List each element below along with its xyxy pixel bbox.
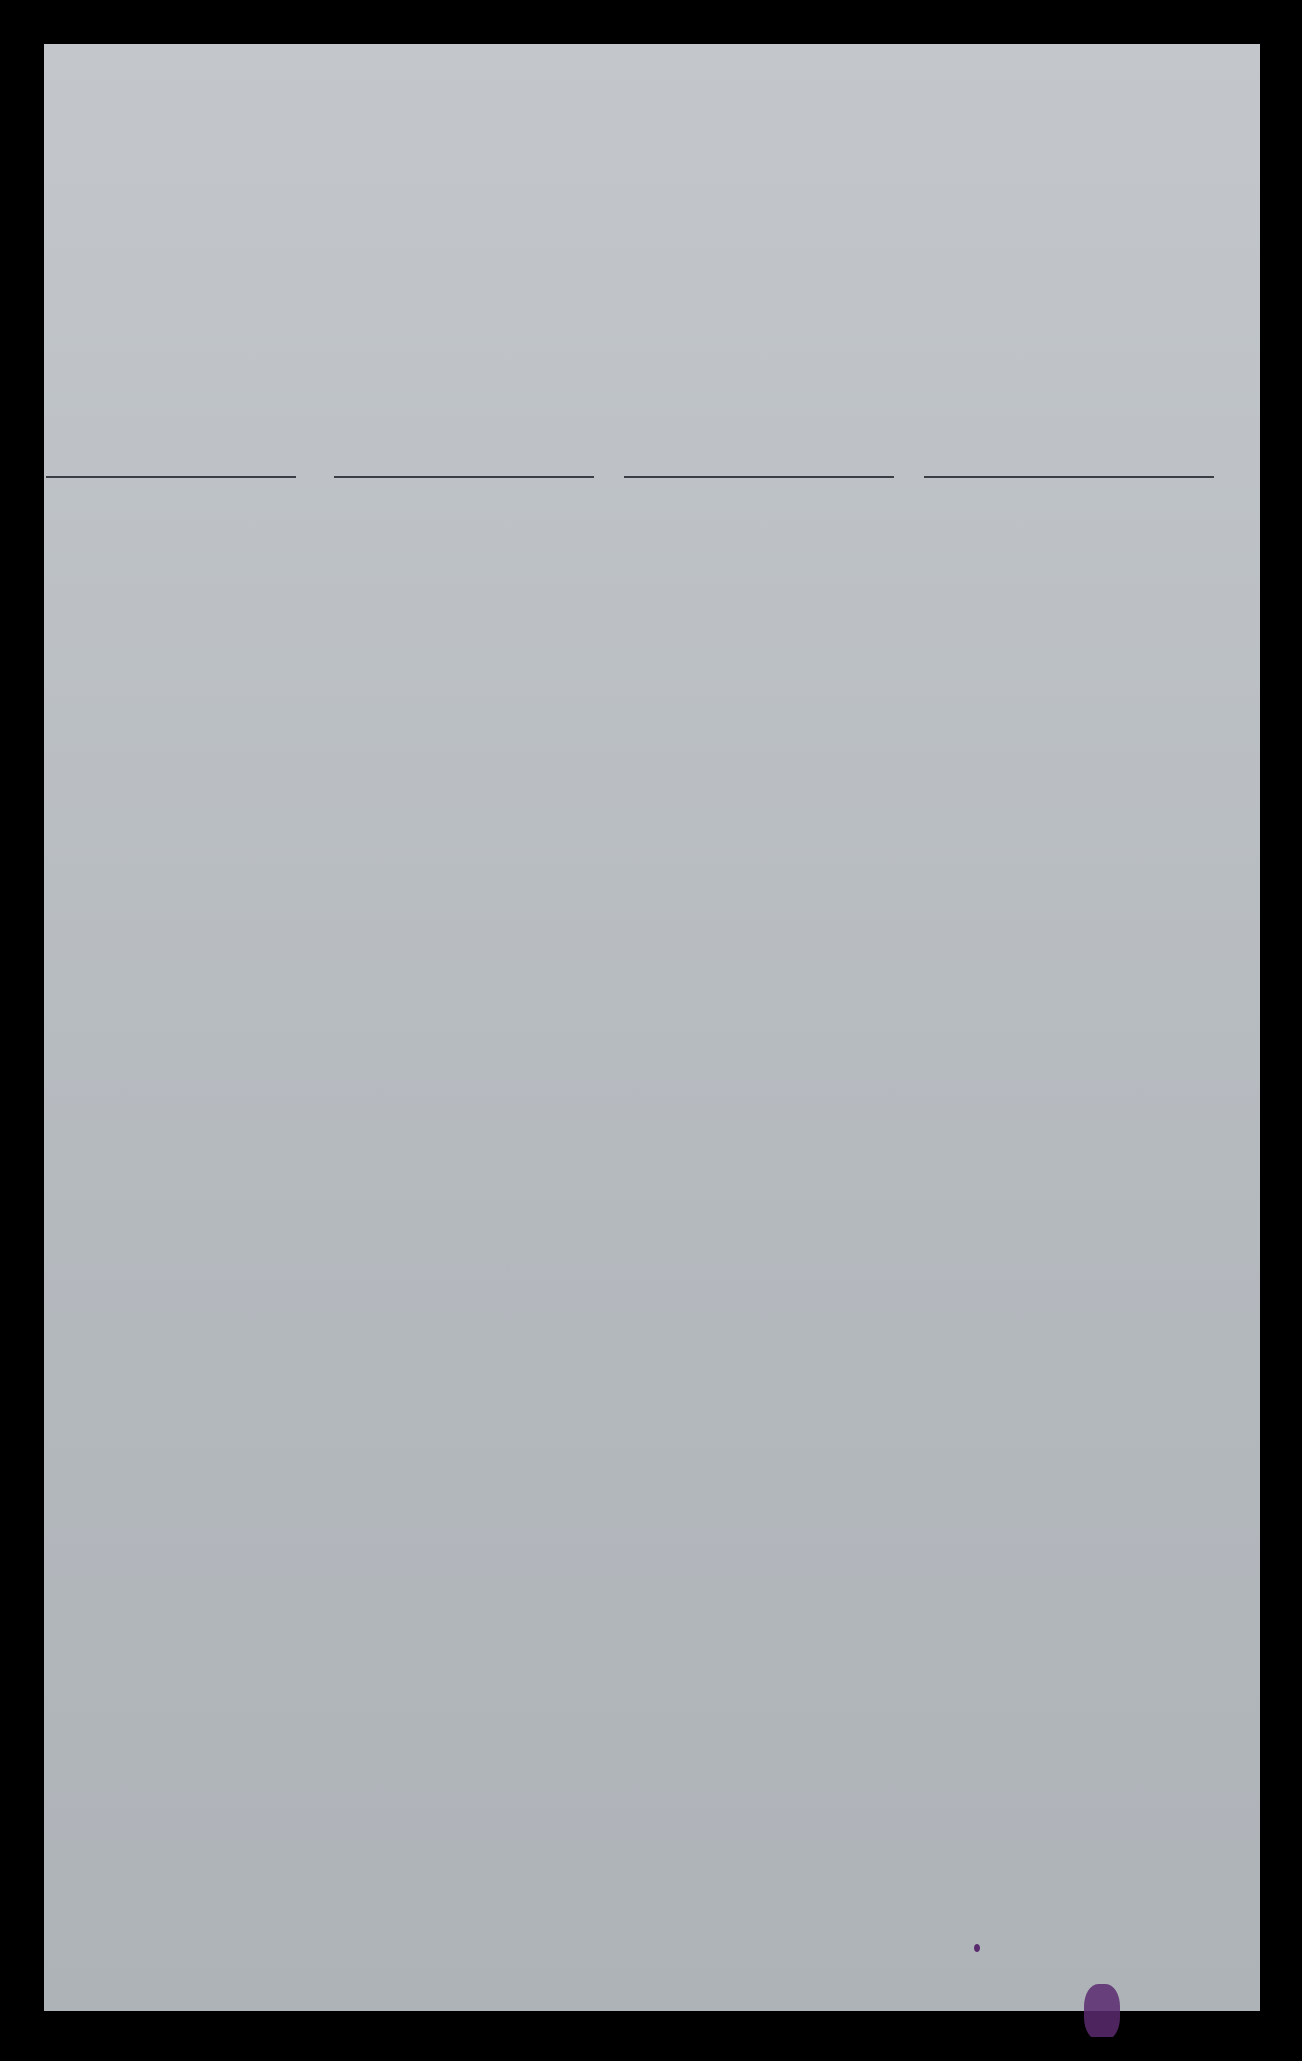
ink-dot: [974, 1944, 980, 1952]
roster-header-leave: [916, 500, 1216, 524]
archive-footer: [0, 2037, 1302, 2061]
roster-header-reserve: [636, 500, 916, 524]
ink-stain: [1084, 1984, 1120, 2040]
roster-rule: [624, 476, 894, 478]
roster-rule: [924, 476, 1214, 478]
roster-header-duty: [376, 500, 636, 524]
subject-line: [54, 302, 1254, 326]
document-page: [44, 44, 1260, 2011]
roster-and-so-on: [46, 620, 1246, 644]
document-body-top: [54, 182, 1254, 494]
roster-header-row: [46, 500, 1246, 524]
dateline: [54, 230, 1254, 254]
roster-rule: [46, 476, 296, 478]
roster-header-day: [46, 500, 376, 524]
roster-table: [46, 452, 1246, 692]
roster-rule: [334, 476, 594, 478]
